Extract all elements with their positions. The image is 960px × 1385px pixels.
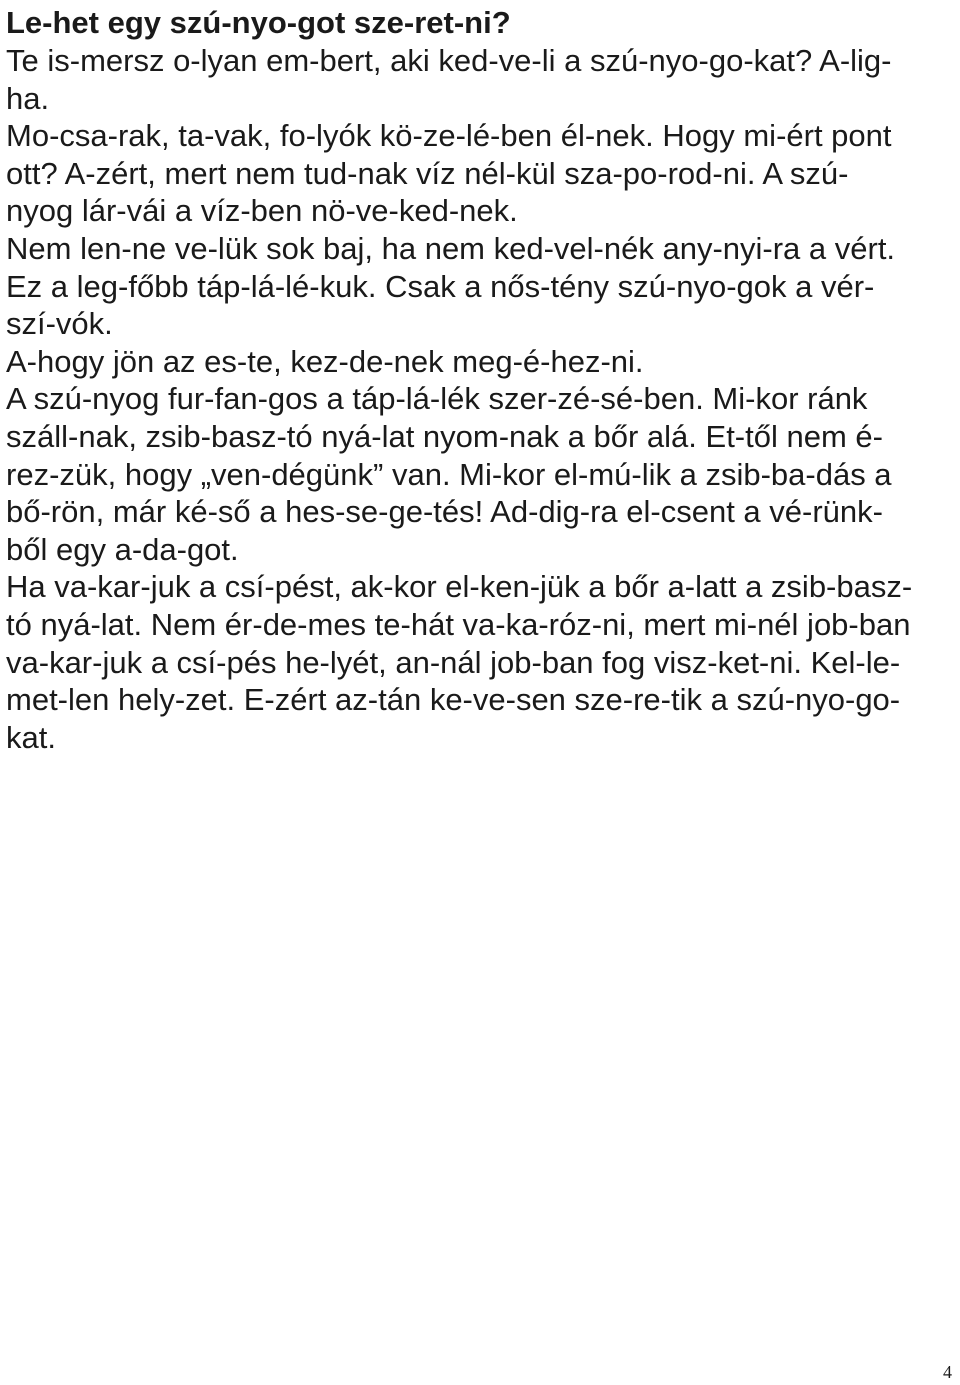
text-line: Mo-csa-rak, ta-vak, fo-lyók kö-ze-lé-ben él-nek. Hogy mi-ért pont — [6, 118, 892, 154]
body-text — [6, 42, 956, 756]
text-line: Te is-mersz o-lyan em-bert, aki ked-ve-li a szú-nyo-go-kat? A-lig- — [6, 43, 892, 78]
text-line: tó nyá-lat. Nem ér-de-mes te-hát va-ka-róz-ni, mert mi-nél job-ban — [6, 606, 911, 642]
text-line: met-len hely-zet. E-zért az-tán ke-ve-sen sze-re-tik a szú-nyo-go- — [6, 682, 901, 718]
text-line: ott? A-zért, mert nem tud-nak víz nél-kül sza-po-rod-ni. A szú- — [6, 155, 849, 191]
text-line: bő-rön, már ké-ső a hes-se-ge-tés! Ad-dig-ra el-csent a vé-rünk- — [6, 494, 883, 530]
text-line: ből egy a-da-got. — [6, 531, 239, 567]
text-line: rez-zük, hogy „ven-dégünk” van. Mi-kor el-mú-lik a zsib-ba-dás a — [6, 456, 892, 492]
text-line: Ez a leg-főbb táp-lá-lé-kuk. Csak a nős-tény szú-nyo-gok a vér- — [6, 268, 875, 304]
text-line: A-hogy jön az es-te, kez-de-nek meg-é-hez-ni. — [6, 343, 644, 379]
document-page — [6, 0, 956, 756]
text-line: ha. — [6, 80, 50, 116]
text-line: Ha va-kar-juk a csí-pést, ak-kor el-ken-jük a bőr a-latt a zsib-basz- — [6, 569, 913, 605]
text-line: kat. — [6, 719, 56, 755]
text-line: va-kar-juk a csí-pés he-lyét, an-nál job-ban fog visz-ket-ni. Kel-le- — [6, 644, 901, 680]
text-line: nyog lár-vái a víz-ben nö-ve-ked-nek. — [6, 193, 518, 229]
document-title: Le-het egy szú-nyo-got sze-ret-ni? — [6, 5, 511, 40]
text-line: A szú-nyog fur-fan-gos a táp-lá-lék szer-zé-sé-ben. Mi-kor ránk — [6, 381, 868, 417]
text-line: száll-nak, zsib-basz-tó nyá-lat nyom-nak a bőr alá. Et-től nem é- — [6, 418, 883, 454]
text-line: szí-vók. — [6, 306, 113, 342]
text-line: Nem len-ne ve-lük sok baj, ha nem ked-vel-nék any-nyi-ra a vért. — [6, 230, 896, 266]
page-number: 4 — [943, 1362, 952, 1382]
